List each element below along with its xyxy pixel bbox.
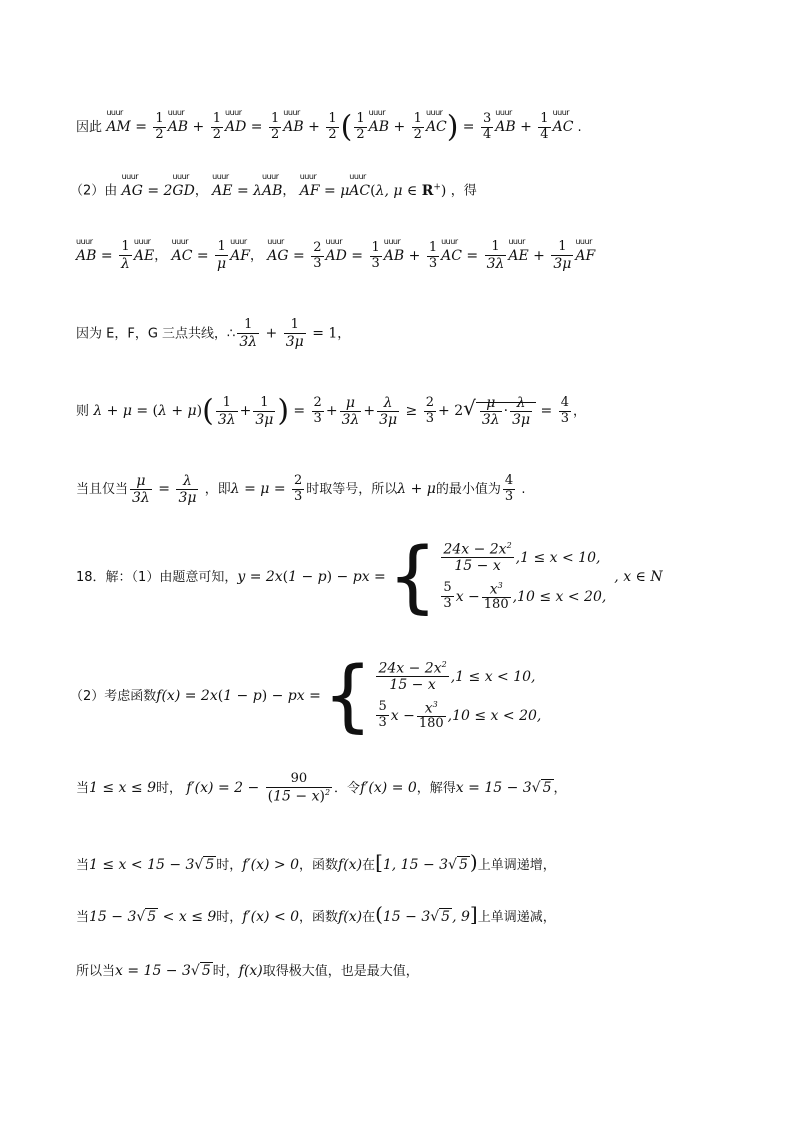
line-increasing: 当1 ≤ x < 15 − 3√ 5 时，f′(x) > 0，函数f(x)在[1, 15 − 3√ 5 )上单调递增， — [76, 850, 556, 874]
line-maximum: 所以当x = 15 − 3√ 5 时，f(x)取得极大值，也是最大值， — [76, 963, 419, 979]
line-decreasing: 当15 − 3√ 5 < x ≤ 9时，f′(x) < 0，函数f(x)在(15 − 3√ 5 , 9]上单调递减， — [76, 902, 556, 926]
line-part2-given: （2）由 uuur AG = 2uuur GD， uuur AE = λuuur AB， uuur AF = μuuur AC(λ, μ ∈ R+) ，得 — [70, 183, 477, 198]
line-collinear: 因为 E，F，G 三点共线，∴ $\frac{1}{3\lambda}$ + $\frac{1}{3\mu}$ = 1， — [76, 317, 351, 350]
line-derivative: 当1 ≤ x ≤ 9时， f′(x) = 2 − $\frac{90}{(15 - x)^2}$ ．令f′(x) = 0，解得x = 15 − 3√ 5 ， — [76, 771, 567, 805]
line-part2-function: （2）考虑函数 f(x) = 2x(1 − p) − px = { $\frac{24x - 2x^2}{15 - x}$ ,1 ≤ x < 10, $\frac{5}{3}$ x − $\frac{x^3}{180}$ ,10 ≤ x < 20, — [70, 651, 542, 741]
line-equality-condition: 当且仅当 $\frac{\mu}{3\lambda}$ = $\frac{\lambda}{3\mu}$ ，即λ = μ = $\frac{2}{3}$ 时取等号，所以λ + μ的最小值为 $\frac{4}{3}$ . — [76, 473, 526, 507]
line-vector-relations: uuur AB = $\frac{1}{\lambda}$ uuur AE， uuur AC = $\frac{1}{\mu}$ uuur AF， uuur AG = $\frac{2}{3}$ uuur AD = $\frac{1}{3}$ uuur AB + $\frac{1}{3}$ uuur AC = $\frac{1}{3\lambda}$ uuur AE + $\frac{1}{3\mu}$ uuur AF — [76, 240, 595, 272]
line-am-expression: 因此 uuur AM = $\frac{1}{2}$ uuur AB + $\frac{1}{2}$ uuur AD = $\frac{1}{2}$ uuur AB + $\frac{1}{2}$ ( $\frac{1}{2}$ uuur AB + $\frac{1}{2}$ uuur AC) = $\frac{3}{4}$ uuur AB + $\frac{1}{4}$ uuur AC . — [76, 112, 582, 143]
line-q18-piecewise: 18．解：（1）由题意可知， y = 2x(1 − p) − px = { $\frac{24x - 2x^2}{15 - x}$ ,1 ≤ x < 10, $\frac{5}{3}$ x − $\frac{x^3}{180}$ ,10 ≤ x < 20, , x ∈ N — [76, 532, 663, 622]
line-inequality: 则 λ + μ = (λ + μ)( $\frac{1}{3\lambda}$ + $\frac{1}{3\mu}$ ) = $\frac{2}{3}$ + $\frac{\mu}{3\lambda}$ + $\frac{\lambda}{3\mu}$ ≥ $\frac{2}{3}$ + 2√ $\frac{\mu}{3\lambda}$ · $\frac{\lambda}{3\mu}$ = $\frac{4}{3}$ ， — [76, 393, 587, 429]
